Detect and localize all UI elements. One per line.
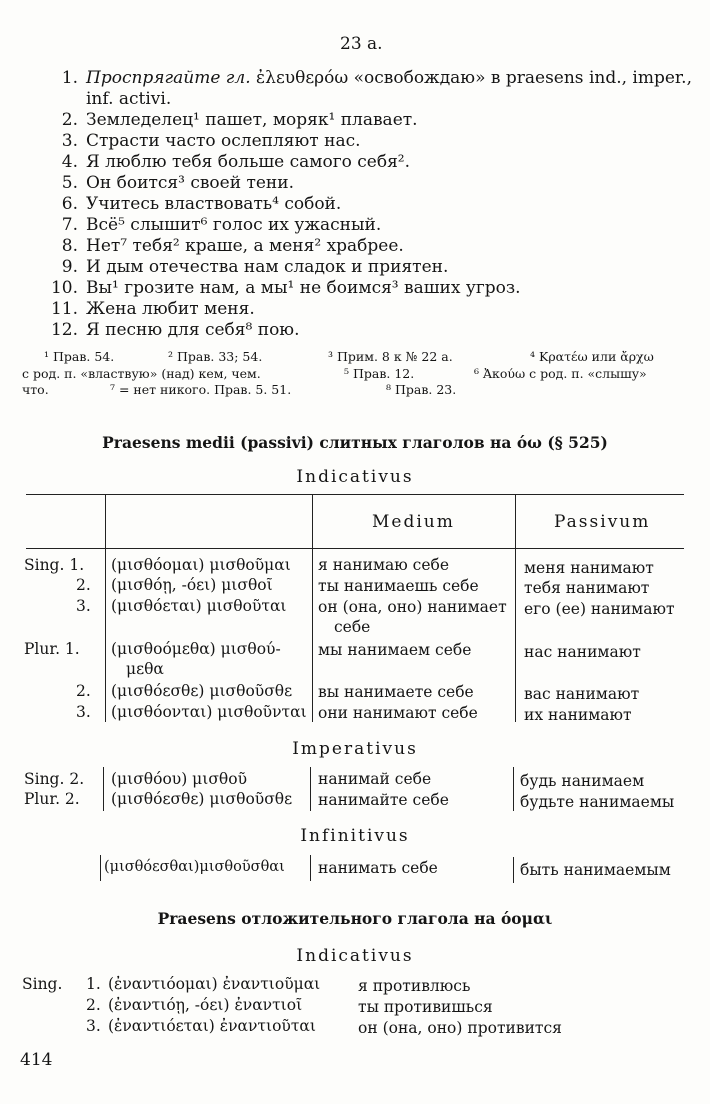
exercise-text: Страсти часто ослепляют нас.: [86, 131, 361, 151]
column-header-passivum: Passivum: [554, 512, 651, 532]
exercise-item: [86, 68, 692, 88]
passivum-translation: меня нанимают: [524, 559, 654, 577]
medium-translation: мы нанимаем себе: [318, 641, 472, 659]
exercise-number: 1.: [61, 68, 78, 88]
footnote: что.: [22, 382, 49, 397]
medium-translation: нанимать себе: [318, 859, 438, 877]
greek-form: (μισθόου) μισθοῦ: [111, 770, 247, 788]
exercise-number: 9.: [61, 257, 78, 277]
exercise-text: Я люблю тебя больше самого себя².: [86, 152, 411, 172]
row-label: Sing. 2.: [24, 770, 85, 788]
greek-form: (μισθόεσθαι)μισθοῦσθαι: [104, 859, 285, 875]
greek-form: (μισθόῃ, -όει) μισθοῖ: [111, 576, 273, 594]
exercise-text: Земледелец¹ пашет, моряк¹ плавает.: [86, 110, 418, 130]
column-header-medium: Medium: [372, 512, 455, 532]
row-label: 3.: [76, 703, 91, 721]
mood-heading-infinitivus: Infinitivus: [300, 826, 410, 846]
greek-form: (μισθοόμεθα) μισθού-: [111, 640, 281, 658]
mood-heading-indicativus: Indicativus: [296, 467, 414, 487]
greek-form: (ἐναντιόῃ, -όει) ἐναντιοῖ: [108, 996, 303, 1014]
footnote: ⁶ Ἀκούω с род. п. «слышу»: [474, 366, 647, 381]
row-label: Plur. 2.: [24, 790, 80, 808]
column-rule: [513, 857, 514, 883]
footnote: ² Прав. 33; 54.: [168, 349, 263, 364]
exercise-text: Я песню для себя⁸ пою.: [86, 320, 300, 340]
exercise-number: 10.: [50, 278, 78, 298]
row-label: 3.: [76, 597, 91, 615]
row-label: Sing.: [22, 975, 63, 993]
exercise-number: 2.: [61, 110, 78, 130]
passivum-translation: нас нанимают: [524, 643, 641, 661]
greek-form: (μισθόεσθε) μισθοῦσθε: [111, 790, 293, 808]
column-rule: [310, 855, 311, 881]
footnote: ⁸ Прав. 23.: [386, 382, 457, 397]
medium-translation: они нанимают себе: [318, 704, 478, 722]
medium-translation: вы нанимаете себе: [318, 683, 474, 701]
table-col-rule: [312, 494, 313, 722]
passivum-translation: будь нанимаем: [520, 772, 645, 790]
passivum-translation: его (ее) нанимают: [524, 600, 675, 618]
table-col-rule: [105, 494, 106, 722]
footnote: ³ Прим. 8 к № 22 а.: [328, 349, 453, 364]
row-label: 2.: [76, 682, 91, 700]
exercise-instruction: Проспрягайте гл.: [86, 68, 251, 88]
greek-form: (μισθόομαι) μισθοῦμαι: [111, 556, 291, 574]
exercise-number: 4.: [61, 152, 78, 172]
exercise-text: Он боится³ своей тени.: [86, 173, 294, 193]
exercise-number: 6.: [61, 194, 78, 214]
page-number: 414: [20, 1050, 53, 1070]
greek-form: (ἐναντιόεται) ἐναντιοῦται: [108, 1017, 316, 1035]
footnote: ⁴ Κρατέω или ἄρχω: [530, 349, 654, 364]
medium-translation: ты нанимаешь себе: [318, 577, 479, 595]
exercise-number: 5.: [61, 173, 78, 193]
exercise-text: inf. activi.: [86, 89, 172, 109]
russian-translation: я противлюсь: [358, 977, 471, 995]
exercise-number: 7.: [61, 215, 78, 235]
passivum-translation: вас нанимают: [524, 685, 640, 703]
exercise-text: Всё⁵ слышит⁶ голос их ужасный.: [86, 215, 382, 235]
column-rule: [100, 855, 101, 881]
russian-translation: он (она, оно) противится: [358, 1019, 562, 1037]
exercise-text: Учитесь властвовать⁴ собой.: [86, 194, 342, 214]
row-label: 2.: [76, 576, 91, 594]
page-header: 23 а.: [340, 34, 383, 54]
greek-form: (ἐναντιόομαι) ἐναντιοῦμαι: [108, 975, 321, 993]
exercise-text: ἐλευθερόω «освобождаю» в praesens ind., imper.,: [250, 68, 692, 88]
row-label: Sing. 1.: [24, 556, 85, 574]
table-header-rule: [26, 548, 684, 549]
medium-translation: нанимай себе: [318, 770, 432, 788]
medium-translation: я нанимаю себе: [318, 556, 450, 574]
exercise-number: 8.: [61, 236, 78, 256]
mood-heading-imperativus: Imperativus: [292, 739, 418, 759]
exercise-text: И дым отечества нам сладок и приятен.: [86, 257, 449, 277]
passivum-translation: быть нанимаемым: [520, 861, 671, 879]
mood-heading-indicativus: Indicativus: [296, 946, 414, 966]
greek-form: (μισθόεσθε) μισθοῦσθε: [111, 682, 293, 700]
passivum-translation: их нанимают: [524, 706, 632, 724]
section-title: Praesens отложительного глагола на όομαι: [157, 909, 553, 928]
column-rule: [103, 767, 104, 811]
footnote: ⁷ = нет никого. Прав. 5. 51.: [110, 382, 292, 397]
passivum-translation: будьте нанимаемы: [520, 793, 675, 811]
footnote: с род. п. «властвую» (над) кем, чем.: [22, 366, 261, 381]
footnote: ¹ Прав. 54.: [44, 349, 115, 364]
row-number: 2.: [86, 996, 101, 1014]
medium-translation: нанимайте себе: [318, 791, 449, 809]
column-rule: [310, 767, 311, 811]
exercise-text: Нет⁷ тебя² краше, а меня² храбрее.: [86, 236, 404, 256]
row-number: 3.: [86, 1017, 101, 1035]
exercise-text: Жена любит меня.: [86, 299, 255, 319]
exercise-number: 11.: [50, 299, 78, 319]
table-col-rule: [515, 494, 516, 722]
greek-form: (μισθόονται) μισθοῦνται: [111, 703, 307, 721]
exercise-number: 12.: [50, 320, 78, 340]
table-top-rule: [26, 494, 684, 495]
russian-translation: ты противишься: [358, 998, 493, 1016]
medium-translation-cont: себе: [334, 618, 371, 636]
section-title: Praesens medii (passivi) слитных глаголов на όω (§ 525): [102, 433, 608, 452]
greek-form: (μισθόεται) μισθοῦται: [111, 597, 287, 615]
column-rule: [513, 767, 514, 811]
exercise-number: 3.: [61, 131, 78, 151]
passivum-translation: тебя нанимают: [524, 579, 650, 597]
medium-translation: он (она, оно) нанимает: [318, 598, 507, 616]
row-number: 1.: [86, 975, 101, 993]
exercise-text: Вы¹ грозите нам, а мы¹ не боимся³ ваших угроз.: [86, 278, 521, 298]
row-label: Plur. 1.: [24, 640, 80, 658]
greek-form-cont: μεθα: [126, 660, 164, 678]
footnote: ⁵ Прав. 12.: [344, 366, 415, 381]
